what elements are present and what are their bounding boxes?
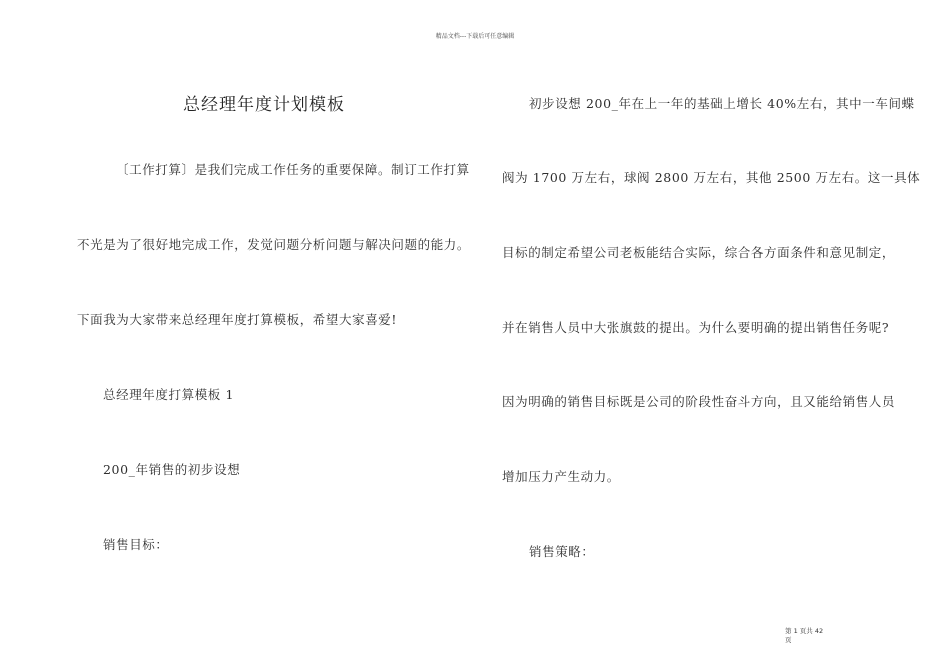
paragraph-line: 目标的制定希望公司老板能结合实际，综合各方面条件和意见制定， [502, 245, 896, 260]
paragraph-line: 因为明确的销售目标既是公司的阶段性奋斗方向，且又能给销售人员 [502, 394, 896, 409]
paragraph-line: 阀为 1700 万左右，球阀 2800 万左右，其他 2500 万左右。这一具体 [502, 170, 921, 185]
paragraph-line: 初步设想 200_年在上一年的基础上增长 40%左右，其中一车间蝶 [529, 96, 915, 111]
subsection-heading: 200_年销售的初步设想 [103, 462, 241, 477]
subsection-label: 销售目标： [103, 537, 169, 552]
subsection-label: 销售策略： [529, 544, 595, 559]
document-title: 总经理年度计划模板 [183, 95, 345, 115]
page-number: 第 1 页共 42 页 [785, 627, 824, 644]
paragraph-line: 下面我为大家带来总经理年度打算模板，希望大家喜爱! [77, 312, 398, 327]
section-heading: 总经理年度打算模板 1 [103, 387, 235, 402]
paragraph-line: 并在销售人员中大张旗鼓的提出。为什么要明确的提出销售任务呢? [502, 320, 890, 335]
paragraph-line: 增加压力产生动力。 [502, 469, 620, 484]
header-note: 精品文档---下载后可任意编辑 [435, 33, 515, 40]
paragraph-line: 不光是为了很好地完成工作，发觉问题分析问题与解决问题的能力。 [77, 237, 471, 252]
paragraph-line: 〔工作打算〕是我们完成工作任务的重要保障。制订工作打算 [116, 162, 470, 177]
